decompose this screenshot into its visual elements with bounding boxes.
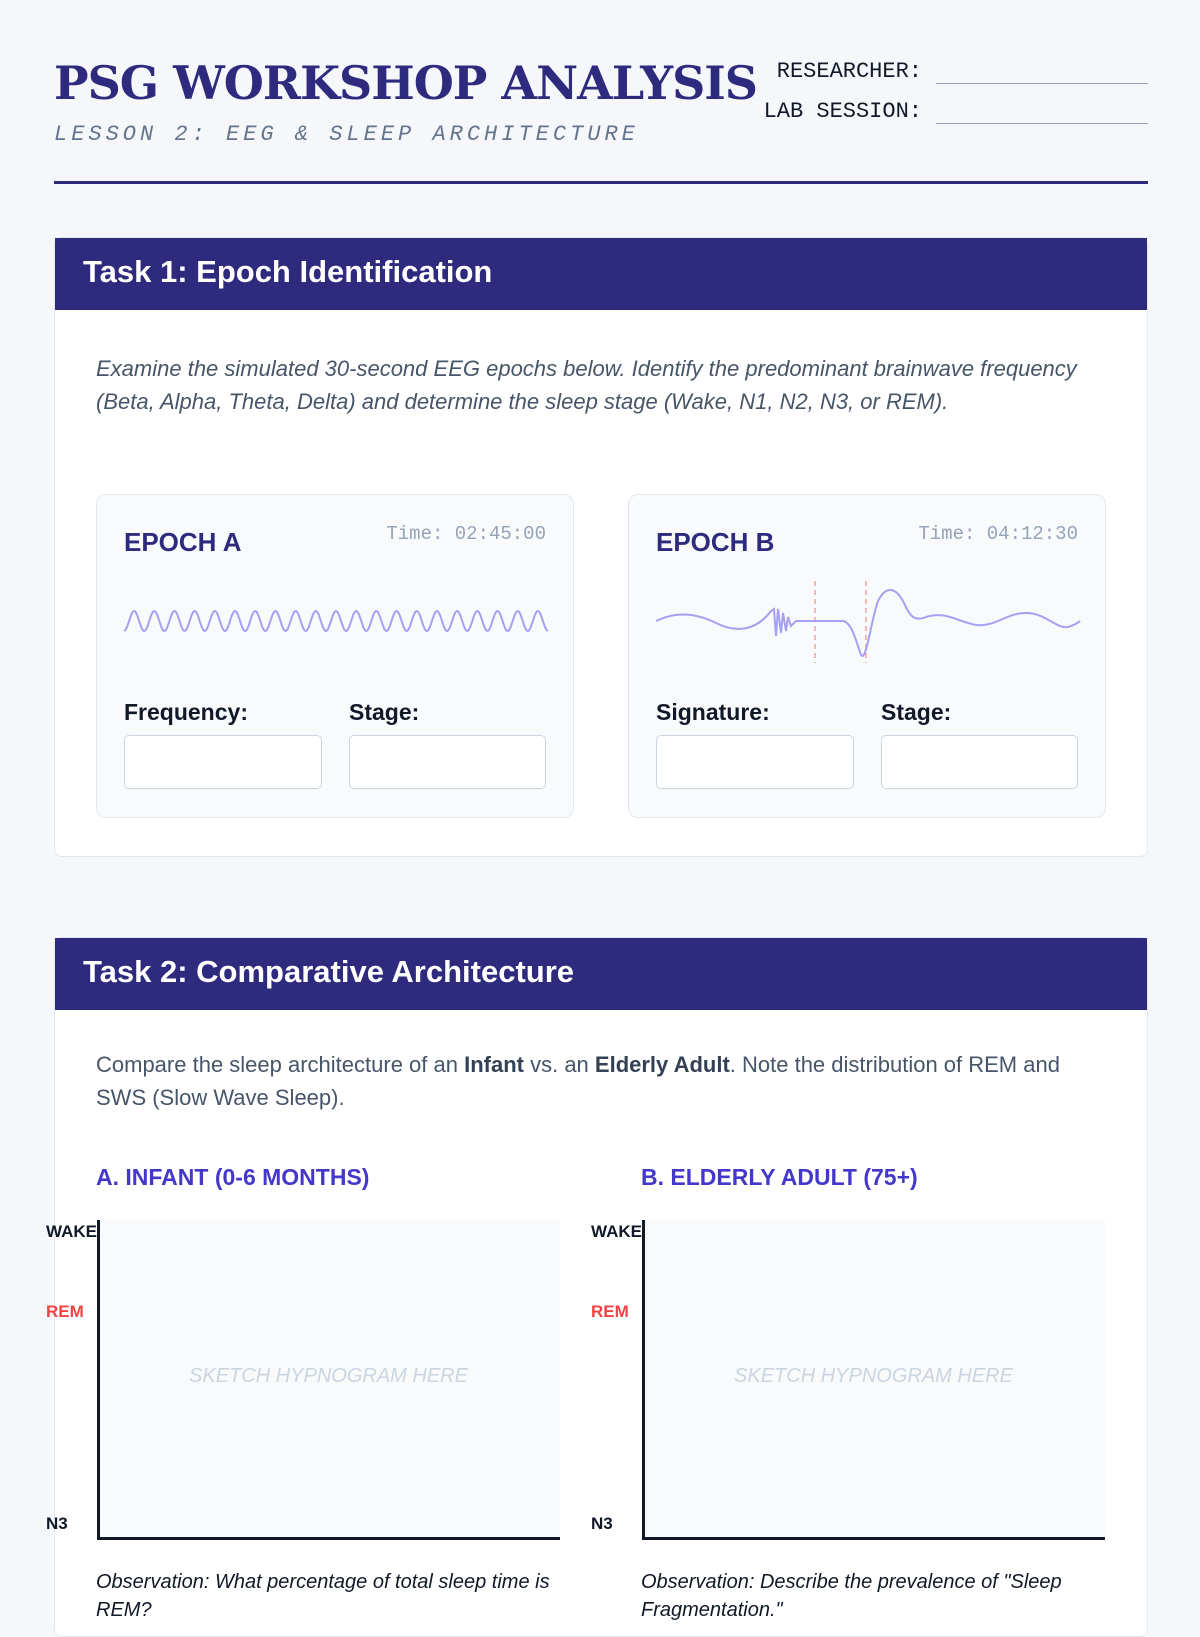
elderly-observation: Observation: Describe the prevalence of "Sleep Fragmentation."	[641, 1571, 1062, 1621]
instr-text-1: Compare the sleep architecture of an	[96, 1052, 465, 1077]
instr-text-2: vs. an	[523, 1052, 595, 1077]
instr-elderly: Elderly Adult	[594, 1052, 730, 1077]
infant-sketch-placeholder: SKETCH HYPNOGRAM HERE	[189, 1365, 468, 1387]
task1-title: Task 1: Epoch Identification	[55, 238, 1147, 310]
epoch-b-time: Time: 04:12:30	[918, 523, 1078, 545]
researcher-field[interactable]	[936, 56, 1148, 84]
epoch-a-frequency-input[interactable]	[124, 735, 322, 789]
researcher-label: RESEARCHER:	[776, 59, 922, 84]
epoch-b-waveform	[656, 581, 1080, 671]
infant-rem-label: REM	[46, 1302, 84, 1321]
session-row	[722, 96, 1148, 124]
infant-wake-label: WAKE	[46, 1222, 97, 1241]
page-title: PSG WORKSHOP ANALYSIS	[54, 56, 758, 110]
page-subtitle: LESSON 2: EEG & SLEEP ARCHITECTURE	[54, 122, 639, 147]
epoch-a-stage-input[interactable]	[349, 735, 546, 789]
elderly-panel-title: B. ELDERLY ADULT (75+)	[641, 1164, 918, 1190]
epoch-a-frequency-label: Frequency:	[124, 699, 248, 725]
epoch-a-card	[96, 494, 574, 818]
task2-section	[46, 937, 1148, 1637]
researcher-row	[722, 56, 1148, 84]
elderly-rem-label: REM	[591, 1302, 629, 1321]
elderly-sketch-placeholder: SKETCH HYPNOGRAM HERE	[734, 1365, 1013, 1387]
session-field[interactable]	[936, 96, 1148, 124]
infant-n3-label: N3	[46, 1514, 68, 1533]
epoch-b-card	[628, 494, 1106, 818]
elderly-wake-label: WAKE	[591, 1222, 642, 1241]
epoch-b-stage-label: Stage:	[881, 699, 952, 725]
infant-hypnogram-area[interactable]	[97, 1220, 560, 1540]
epoch-a-time: Time: 02:45:00	[386, 523, 546, 545]
session-label: LAB SESSION:	[763, 99, 922, 124]
epoch-b-stage-input[interactable]	[881, 735, 1078, 789]
epoch-a-stage-label: Stage:	[349, 699, 420, 725]
epoch-a-waveform	[124, 581, 548, 671]
epoch-b-signature-input[interactable]	[656, 735, 854, 789]
epoch-a-title: EPOCH A	[124, 527, 242, 557]
epoch-b-signature-label: Signature:	[656, 699, 770, 725]
instr-text-3: . Note the distribution of REM and SWS (Slow Wave Sleep).	[96, 1052, 1060, 1110]
task1-section	[54, 237, 1148, 857]
elderly-n3-label: N3	[591, 1514, 613, 1533]
task1-instructions: Examine the simulated 30-second EEG epochs below. Identify the predominant brainwave frequency (Beta, Alpha, Theta, Delta) and determine the sleep stage (Wake, N1, N2, N3, or REM).	[96, 356, 1077, 414]
task2-instructions	[96, 1048, 1096, 1114]
worksheet-header	[54, 50, 1148, 184]
infant-observation: Observation: What percentage of total sleep time is REM?	[96, 1571, 550, 1621]
epoch-b-title: EPOCH B	[656, 527, 775, 557]
elderly-hypnogram-area[interactable]	[642, 1220, 1105, 1540]
task2-title: Task 2: Comparative Architecture	[55, 938, 1147, 1010]
k-complex-wave	[656, 590, 1080, 656]
instr-infant: Infant	[464, 1052, 524, 1077]
infant-panel-title: A. INFANT (0-6 MONTHS)	[96, 1164, 370, 1190]
